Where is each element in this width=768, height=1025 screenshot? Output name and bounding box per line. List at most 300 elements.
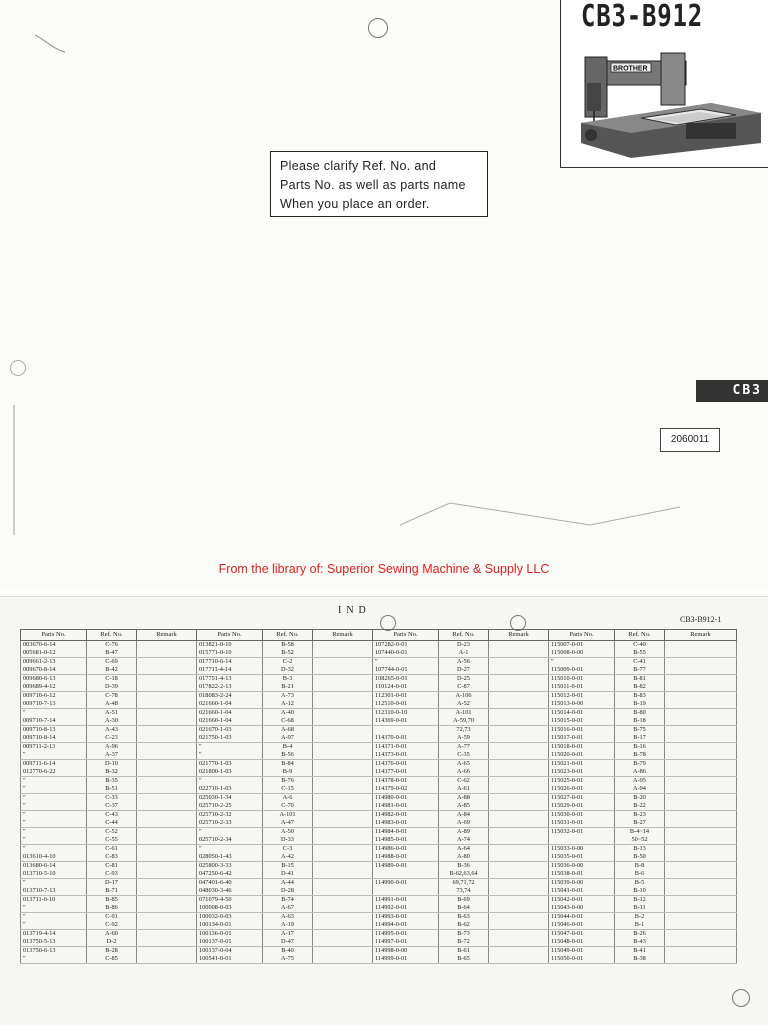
- parts-no-cell: 009670-8-14: [21, 666, 87, 675]
- remark-cell: [665, 836, 737, 845]
- remark-cell: [137, 709, 197, 718]
- remark-cell: [665, 811, 737, 820]
- table-row: [21, 811, 737, 820]
- parts-no-cell: 107282-0-01: [373, 641, 439, 650]
- parts-no-cell: 114982-0-01: [373, 811, 439, 820]
- remark-cell: [489, 913, 549, 922]
- remark-cell: [665, 751, 737, 760]
- ref-no-cell: B-64: [439, 904, 489, 913]
- parts-no-cell: 003670-6-14: [21, 641, 87, 650]
- remark-cell: [313, 649, 373, 658]
- parts-no-cell: 114989-0-01: [373, 862, 439, 871]
- ref-no-cell: C-44: [87, 819, 137, 828]
- parts-no-cell: 100134-0-01: [197, 921, 263, 930]
- remark-cell: [489, 845, 549, 854]
- remark-cell: [489, 896, 549, 905]
- remark-cell: [313, 938, 373, 947]
- parts-no-cell: 025030-1-34: [197, 794, 263, 803]
- ref-no-cell: C-76: [87, 641, 137, 650]
- ref-no-cell: C-91: [87, 913, 137, 922]
- ref-no-cell: C-43: [87, 811, 137, 820]
- ref-no-cell: A-12: [263, 700, 313, 709]
- parts-no-cell: 047401-6-40: [197, 879, 263, 888]
- ref-no-cell: A-68: [263, 726, 313, 735]
- parts-no-cell: 114980-0-01: [373, 794, 439, 803]
- parts-no-cell: ": [21, 845, 87, 854]
- remark-cell: [313, 955, 373, 964]
- remark-cell: [489, 649, 549, 658]
- parts-index-table: [20, 629, 737, 964]
- remark-cell: [137, 658, 197, 667]
- remark-cell: [137, 734, 197, 743]
- remark-cell: [313, 794, 373, 803]
- remark-cell: [137, 921, 197, 930]
- remark-cell: [313, 717, 373, 726]
- ref-no-cell: B-62,63,64: [439, 870, 489, 879]
- parts-no-cell: 114992-0-01: [373, 904, 439, 913]
- ref-no-cell: B-81: [615, 675, 665, 684]
- remark-cell: [313, 947, 373, 956]
- ref-no-cell: A-56: [439, 658, 489, 667]
- binder-hole: [368, 18, 388, 38]
- parts-no-cell: 114377-0-01: [373, 768, 439, 777]
- ref-no-cell: B-15: [263, 862, 313, 871]
- table-row: [21, 768, 737, 777]
- parts-no-cell: 115031-0-01: [549, 819, 615, 828]
- remark-cell: [137, 955, 197, 964]
- ref-no-cell: A-84: [439, 811, 489, 820]
- ref-no-cell: A-96: [87, 743, 137, 752]
- remark-cell: [137, 743, 197, 752]
- table-row: [21, 836, 737, 845]
- ref-no-cell: A-74: [439, 836, 489, 845]
- remark-cell: [489, 717, 549, 726]
- table-row: [21, 666, 737, 675]
- remark-cell: [137, 853, 197, 862]
- parts-no-cell: ": [21, 785, 87, 794]
- ref-no-cell: D-2: [87, 938, 137, 947]
- table-row: [21, 921, 737, 930]
- table-row: [21, 887, 737, 896]
- parts-no-cell: 114379-0-02: [373, 785, 439, 794]
- ref-no-cell: A-47: [263, 819, 313, 828]
- section-tab: [696, 380, 768, 402]
- scan-mark: [390, 495, 690, 535]
- remark-cell: [137, 845, 197, 854]
- ref-no-cell: A-95: [615, 777, 665, 786]
- parts-index-page: [0, 596, 768, 1025]
- binder-hole: [732, 989, 750, 1007]
- ref-no-cell: B-42: [87, 666, 137, 675]
- parts-no-cell: 009711-2-13: [21, 743, 87, 752]
- parts-no-cell: 114981-0-01: [373, 802, 439, 811]
- remark-cell: [489, 904, 549, 913]
- remark-cell: [665, 785, 737, 794]
- model-title: CB3-B912: [581, 0, 703, 34]
- ref-no-cell: A-1: [439, 649, 489, 658]
- ref-no-cell: B-35: [87, 777, 137, 786]
- parts-no-cell: ": [21, 794, 87, 803]
- remark-cell: [665, 853, 737, 862]
- remark-cell: [137, 879, 197, 888]
- ref-no-cell: A-106: [439, 692, 489, 701]
- column-header: Remark: [489, 630, 549, 641]
- remark-cell: [489, 802, 549, 811]
- ref-no-cell: C-15: [263, 785, 313, 794]
- parts-no-cell: 108265-0-01: [373, 675, 439, 684]
- ref-no-cell: B-41: [615, 947, 665, 956]
- ref-no-cell: B-26: [615, 930, 665, 939]
- remark-cell: [137, 904, 197, 913]
- parts-no-cell: 009710-7-14: [21, 717, 87, 726]
- remark-cell: [489, 785, 549, 794]
- ref-no-cell: B-43: [615, 938, 665, 947]
- remark-cell: [489, 870, 549, 879]
- remark-cell: [489, 887, 549, 896]
- index-header-row: [21, 630, 737, 641]
- section-tab-label: CB3: [732, 383, 762, 398]
- ref-no-cell: B-80: [615, 709, 665, 718]
- parts-no-cell: 025710-2-34: [197, 836, 263, 845]
- remark-cell: [489, 811, 549, 820]
- ref-no-cell: C-69: [87, 658, 137, 667]
- remark-cell: [313, 751, 373, 760]
- parts-no-cell: ": [21, 836, 87, 845]
- ref-no-cell: C-18: [87, 675, 137, 684]
- table-row: [21, 641, 737, 650]
- remark-cell: [489, 930, 549, 939]
- parts-no-cell: ": [197, 845, 263, 854]
- parts-no-cell: ": [21, 777, 87, 786]
- parts-no-cell: [373, 870, 439, 879]
- remark-cell: [665, 649, 737, 658]
- parts-no-cell: 009710-7-13: [21, 700, 87, 709]
- remark-cell: [665, 904, 737, 913]
- ref-no-cell: A-59,70: [439, 717, 489, 726]
- parts-no-cell: 114993-0-01: [373, 913, 439, 922]
- remark-cell: [313, 777, 373, 786]
- parts-no-cell: 115043-0-00: [549, 904, 615, 913]
- remark-cell: [665, 947, 737, 956]
- table-row: [21, 658, 737, 667]
- ref-no-cell: B-9: [263, 768, 313, 777]
- parts-no-cell: 114988-0-01: [373, 853, 439, 862]
- remark-cell: [665, 675, 737, 684]
- parts-no-cell: 048030-3-46: [197, 887, 263, 896]
- remark-cell: [313, 785, 373, 794]
- ref-no-cell: B-78: [615, 751, 665, 760]
- parts-no-cell: 009710-8-13: [21, 726, 87, 735]
- ref-no-cell: B-27: [615, 819, 665, 828]
- ref-no-cell: B-6: [615, 870, 665, 879]
- remark-cell: [137, 666, 197, 675]
- remark-cell: [665, 726, 737, 735]
- parts-no-cell: 115048-0-01: [549, 938, 615, 947]
- remark-cell: [665, 896, 737, 905]
- parts-no-cell: 012770-6-22: [21, 768, 87, 777]
- table-row: [21, 938, 737, 947]
- column-header: Parts No.: [197, 630, 263, 641]
- ref-no-cell: A-44: [263, 879, 313, 888]
- document-code: 2060011: [670, 434, 710, 445]
- ref-no-cell: A-73: [263, 692, 313, 701]
- remark-cell: [137, 887, 197, 896]
- ref-no-cell: B-4~14: [615, 828, 665, 837]
- ref-no-cell: B-22: [615, 802, 665, 811]
- remark-cell: [489, 743, 549, 752]
- remark-cell: [313, 700, 373, 709]
- remark-cell: [489, 692, 549, 701]
- ref-no-cell: B-28: [87, 947, 137, 956]
- remark-cell: [489, 768, 549, 777]
- parts-no-cell: 100136-0-01: [197, 930, 263, 939]
- parts-no-cell: ": [549, 658, 615, 667]
- ref-no-cell: 69,71,72: [439, 879, 489, 888]
- remark-cell: [137, 794, 197, 803]
- parts-no-cell: 114994-0-01: [373, 921, 439, 930]
- parts-no-cell: 115012-0-01: [549, 692, 615, 701]
- ref-no-cell: C-87: [439, 683, 489, 692]
- parts-no-cell: 025710-2-33: [197, 819, 263, 828]
- table-row: [21, 862, 737, 871]
- remark-cell: [489, 828, 549, 837]
- ref-no-cell: A-50: [263, 828, 313, 837]
- parts-no-cell: 115035-0-01: [549, 853, 615, 862]
- scan-mark: [8, 400, 22, 540]
- table-row: [21, 930, 737, 939]
- ref-no-cell: D-39: [87, 683, 137, 692]
- table-row: [21, 879, 737, 888]
- remark-cell: [489, 853, 549, 862]
- ref-no-cell: A-52: [439, 700, 489, 709]
- ref-no-cell: B-65: [439, 955, 489, 964]
- parts-no-cell: 114997-0-01: [373, 938, 439, 947]
- remark-cell: [313, 743, 373, 752]
- ref-no-cell: B-51: [87, 785, 137, 794]
- remark-cell: [137, 777, 197, 786]
- parts-no-cell: 115039-0-00: [549, 879, 615, 888]
- ref-no-cell: B-20: [615, 794, 665, 803]
- parts-no-cell: 115041-0-01: [549, 887, 615, 896]
- parts-no-cell: 114373-0-01: [373, 751, 439, 760]
- remark-cell: [489, 666, 549, 675]
- ref-no-cell: B-56: [263, 751, 313, 760]
- ref-no-cell: C-85: [87, 955, 137, 964]
- remark-cell: [313, 870, 373, 879]
- parts-no-cell: ": [197, 777, 263, 786]
- parts-no-cell: 015771-0-10: [197, 649, 263, 658]
- remark-cell: [313, 666, 373, 675]
- remark-cell: [665, 828, 737, 837]
- table-row: [21, 675, 737, 684]
- ref-no-cell: B-83: [615, 692, 665, 701]
- remark-cell: [489, 641, 549, 650]
- ref-no-cell: B-1: [615, 921, 665, 930]
- remark-cell: [137, 862, 197, 871]
- remark-cell: [313, 692, 373, 701]
- table-row: [21, 794, 737, 803]
- ref-no-cell: A-59: [439, 734, 489, 743]
- ref-no-cell: B-61: [439, 947, 489, 956]
- notice-line-3: When you place an order.: [280, 197, 430, 211]
- parts-no-cell: 071079-4-50: [197, 896, 263, 905]
- parts-no-cell: 009711-6-14: [21, 760, 87, 769]
- remark-cell: [665, 930, 737, 939]
- ref-no-cell: A-37: [87, 751, 137, 760]
- index-title: IND: [338, 605, 371, 616]
- parts-no-cell: 107744-0-01: [373, 666, 439, 675]
- ref-no-cell: A-60: [87, 930, 137, 939]
- table-row: [21, 802, 737, 811]
- remark-cell: [137, 641, 197, 650]
- parts-no-cell: 115014-0-01: [549, 709, 615, 718]
- remark-cell: [665, 802, 737, 811]
- remark-cell: [137, 751, 197, 760]
- remark-cell: [137, 768, 197, 777]
- ref-no-cell: C-78: [87, 692, 137, 701]
- remark-cell: [313, 930, 373, 939]
- parts-no-cell: 013610-4-10: [21, 853, 87, 862]
- parts-no-cell: 114986-0-01: [373, 845, 439, 854]
- remark-cell: [489, 751, 549, 760]
- remark-cell: [313, 709, 373, 718]
- remark-cell: [313, 904, 373, 913]
- ref-no-cell: A-89: [439, 828, 489, 837]
- parts-no-cell: 021670-1-03: [197, 726, 263, 735]
- ref-no-cell: C-41: [615, 658, 665, 667]
- parts-no-cell: 100137-0-04: [197, 947, 263, 956]
- ref-no-cell: A-66: [439, 768, 489, 777]
- parts-no-cell: 028050-1-43: [197, 853, 263, 862]
- remark-cell: [137, 785, 197, 794]
- ref-no-cell: B-19: [615, 700, 665, 709]
- remark-cell: [665, 734, 737, 743]
- parts-no-cell: ": [21, 802, 87, 811]
- remark-cell: [313, 828, 373, 837]
- remark-cell: [489, 879, 549, 888]
- remark-cell: [665, 717, 737, 726]
- remark-cell: [489, 819, 549, 828]
- parts-no-cell: 114370-0-01: [373, 734, 439, 743]
- ref-no-cell: B-63: [439, 913, 489, 922]
- table-row: [21, 692, 737, 701]
- parts-no-cell: 017751-4-13: [197, 675, 263, 684]
- ref-no-cell: A-43: [87, 726, 137, 735]
- column-header: Remark: [665, 630, 737, 641]
- ref-no-cell: C-23: [87, 734, 137, 743]
- table-row: [21, 819, 737, 828]
- ref-no-cell: B-11: [615, 904, 665, 913]
- parts-no-cell: 115050-0-01: [549, 955, 615, 964]
- ref-no-cell: A-42: [263, 853, 313, 862]
- ref-no-cell: B-84: [263, 760, 313, 769]
- parts-no-cell: 009680-6-13: [21, 675, 87, 684]
- remark-cell: [313, 836, 373, 845]
- ref-no-cell: A-67: [263, 904, 313, 913]
- parts-no-cell: 047250-6-42: [197, 870, 263, 879]
- remark-cell: [137, 717, 197, 726]
- parts-no-cell: 114985-0-01: [373, 836, 439, 845]
- parts-no-cell: 100541-0-01: [197, 955, 263, 964]
- ref-no-cell: B-5: [615, 879, 665, 888]
- ref-no-cell: D-27: [439, 666, 489, 675]
- parts-no-cell: ": [197, 743, 263, 752]
- ref-no-cell: D-10: [87, 760, 137, 769]
- parts-no-cell: 114984-0-01: [373, 828, 439, 837]
- ref-no-cell: B-86: [87, 904, 137, 913]
- parts-no-cell: 021770-1-03: [197, 760, 263, 769]
- remark-cell: [137, 700, 197, 709]
- remark-cell: [313, 760, 373, 769]
- ref-no-cell: B-85: [87, 896, 137, 905]
- remark-cell: [137, 683, 197, 692]
- table-row: [21, 955, 737, 964]
- parts-no-cell: 115046-0-01: [549, 921, 615, 930]
- parts-no-cell: 009710-6-12: [21, 692, 87, 701]
- parts-no-cell: 013710-5-10: [21, 870, 87, 879]
- ref-no-cell: D-32: [263, 666, 313, 675]
- parts-no-cell: 013710-7-13: [21, 887, 87, 896]
- table-row: [21, 751, 737, 760]
- parts-no-cell: 009661-2-13: [21, 658, 87, 667]
- column-header: Parts No.: [373, 630, 439, 641]
- column-header: Ref. No.: [615, 630, 665, 641]
- parts-no-cell: 115010-0-01: [549, 675, 615, 684]
- remark-cell: [313, 845, 373, 854]
- ref-no-cell: C-61: [87, 845, 137, 854]
- parts-no-cell: 005681-0-12: [21, 649, 87, 658]
- remark-cell: [313, 879, 373, 888]
- ref-no-cell: B-2: [615, 913, 665, 922]
- ref-no-cell: B-12: [615, 896, 665, 905]
- remark-cell: [313, 802, 373, 811]
- table-row: [21, 904, 737, 913]
- parts-no-cell: 115009-0-01: [549, 666, 615, 675]
- remark-cell: [313, 887, 373, 896]
- remark-cell: [489, 947, 549, 956]
- remark-cell: [665, 879, 737, 888]
- ref-no-cell: B-18: [615, 717, 665, 726]
- ref-no-cell: A-69: [439, 819, 489, 828]
- remark-cell: [137, 913, 197, 922]
- ref-no-cell: C-3: [263, 845, 313, 854]
- parts-no-cell: 017710-6-14: [197, 658, 263, 667]
- ref-no-cell: D-23: [439, 641, 489, 650]
- parts-no-cell: 114983-0-01: [373, 819, 439, 828]
- remark-cell: [489, 921, 549, 930]
- remark-cell: [489, 955, 549, 964]
- table-row: [21, 947, 737, 956]
- parts-no-cell: 021750-1-03: [197, 734, 263, 743]
- ref-no-cell: B-36: [439, 862, 489, 871]
- ref-no-cell: B-10: [615, 887, 665, 896]
- remark-cell: [489, 794, 549, 803]
- parts-no-cell: 114995-0-01: [373, 930, 439, 939]
- parts-no-cell: 115030-0-01: [549, 811, 615, 820]
- ref-no-cell: B-82: [615, 683, 665, 692]
- parts-no-cell: ": [21, 751, 87, 760]
- table-row: [21, 853, 737, 862]
- table-row: [21, 870, 737, 879]
- ref-no-cell: A-6: [263, 794, 313, 803]
- ref-no-cell: D-28: [263, 887, 313, 896]
- parts-no-cell: 115044-0-01: [549, 913, 615, 922]
- parts-no-cell: 009710-8-14: [21, 734, 87, 743]
- parts-no-cell: 114990-0-01: [373, 879, 439, 888]
- parts-no-cell: 100137-0-01: [197, 938, 263, 947]
- table-row: [21, 726, 737, 735]
- ref-no-cell: A-77: [439, 743, 489, 752]
